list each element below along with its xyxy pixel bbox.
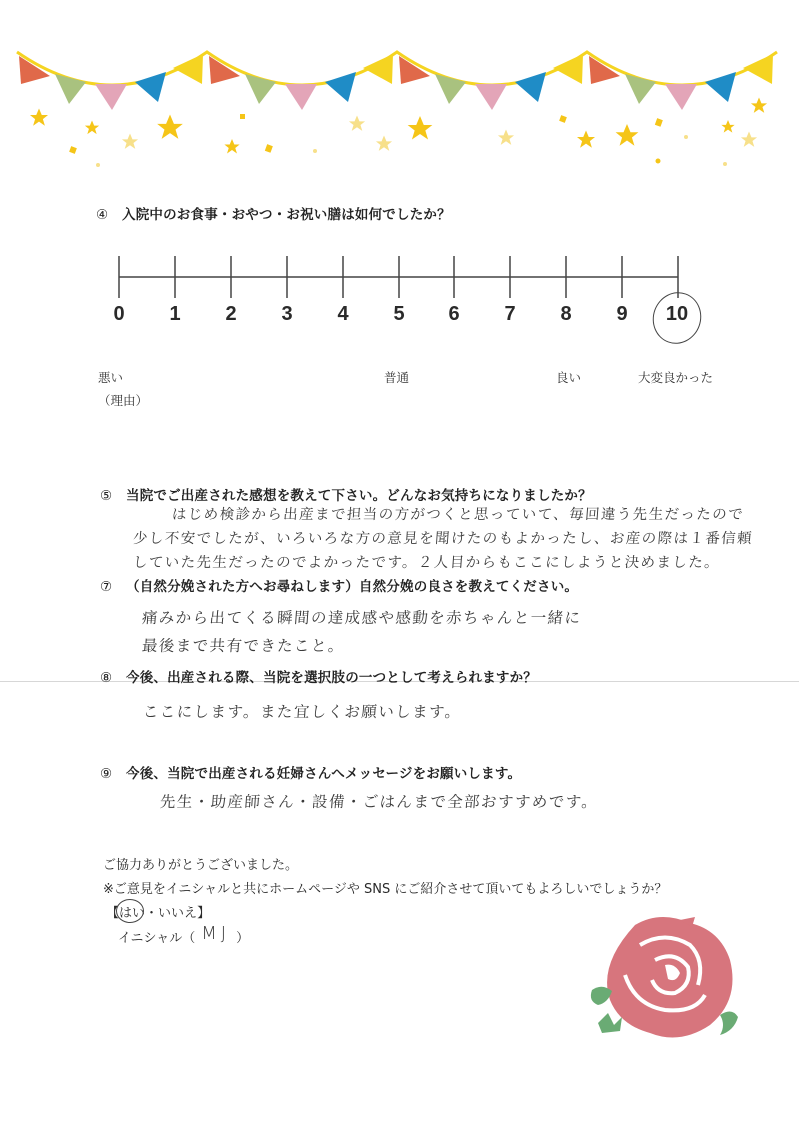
- q7-title: [100, 575, 578, 595]
- initials-close: ）: [236, 931, 250, 946]
- consent-options: [106, 902, 210, 921]
- rose-icon: [607, 917, 732, 1038]
- q8-number: ⑧: [100, 670, 113, 686]
- scale-option-9[interactable]: 9: [616, 303, 628, 325]
- q9-number: ⑨: [100, 766, 113, 782]
- bunting-and-stars-decoration: [0, 0, 799, 190]
- q4-number: ④: [96, 207, 109, 223]
- q8-answer-line-1: ここにします。また宜しくお願いします。: [142, 703, 463, 721]
- q5-number: ⑤: [100, 488, 113, 504]
- option-separator: ・: [145, 906, 159, 921]
- q5-answer-line-3: していた先生だったのでよかったです。２人目からもここにしようと決めました。: [132, 555, 721, 571]
- scale-option-7[interactable]: 7: [504, 303, 516, 325]
- q8-question: 今後、出産される際、当院を選択肢の一つとして考えられますか？: [126, 670, 537, 686]
- rating-scale-line: [90, 245, 730, 305]
- q5-question: 当院でご出産された感想を教えて下さい。どんなお気持ちになりましたか？: [126, 488, 592, 504]
- scale-option-0[interactable]: 0: [113, 303, 125, 325]
- q7-number: ⑦: [100, 579, 113, 595]
- scale-option-1[interactable]: 1: [169, 303, 181, 325]
- q8-title: [100, 666, 537, 686]
- scale-option-5[interactable]: 5: [393, 303, 405, 325]
- bracket-close: 】: [197, 906, 211, 921]
- anchor-very-good: 大変良かった: [638, 370, 714, 385]
- q4-question: 入院中のお食事・おやつ・お祝い膳は如何でしたか？: [122, 207, 451, 223]
- q5-answer-line-2: 少し不安でしたが、いろいろな方の意見を聞けたのもよかったし、お産の際は１番信頼: [132, 531, 754, 547]
- q5-title: [100, 484, 592, 504]
- initials-value[interactable]: MJ: [201, 923, 231, 944]
- q9-title: [100, 762, 521, 782]
- reason-label: （理由）: [98, 393, 149, 408]
- option-yes-label: はい: [119, 906, 146, 921]
- anchor-good: 良い: [556, 370, 582, 385]
- consent-question: ※ご意見をイニシャルと共にホームページや SNS にご紹介させて頂いてもよろしいでしょうか？: [103, 882, 668, 897]
- stars: [30, 98, 767, 168]
- q4-title: [96, 203, 451, 223]
- scale-option-6[interactable]: 6: [448, 303, 460, 325]
- rose-illustration: [580, 905, 750, 1050]
- scale-option-10[interactable]: 10: [665, 303, 689, 325]
- anchor-bad: 悪い: [98, 370, 124, 385]
- q7-answer-line-2: 最後まで共有できたこと。: [141, 637, 346, 655]
- q9-question: 今後、当院で出産される妊婦さんへメッセージをお願いします。: [126, 766, 522, 782]
- rating-scale: [90, 245, 730, 345]
- option-yes-circle: [116, 899, 144, 923]
- bunting-garland: [17, 52, 777, 110]
- thanks-text: ご協力ありがとうございました。: [103, 858, 299, 873]
- scale-option-4[interactable]: 4: [337, 303, 349, 325]
- option-no[interactable]: いいえ: [158, 906, 198, 921]
- scale-option-2[interactable]: 2: [225, 303, 237, 325]
- bracket-open: 【: [106, 906, 120, 921]
- initials-label: イニシャル（: [118, 931, 196, 946]
- option-yes[interactable]: [119, 902, 145, 921]
- anchor-normal: 普通: [384, 370, 410, 385]
- scale-option-8[interactable]: 8: [560, 303, 572, 325]
- q9-answer-line-1: 先生・助産師さん・設備・ごはんまで全部おすすめです。: [159, 793, 599, 811]
- scale-option-3[interactable]: 3: [281, 303, 293, 325]
- q7-question: （自然分娩された方へお尋ねします）自然分娩の良さを教えてください。: [126, 579, 579, 595]
- q7-answer-line-1: 痛みから出てくる瞬間の達成感や感動を赤ちゃんと一緒に: [141, 609, 582, 627]
- q5-answer-line-1: はじめ検診から出産まで担当の方がつくと思っていて、毎回違う先生だったので: [171, 507, 745, 523]
- initials-row: [118, 923, 250, 947]
